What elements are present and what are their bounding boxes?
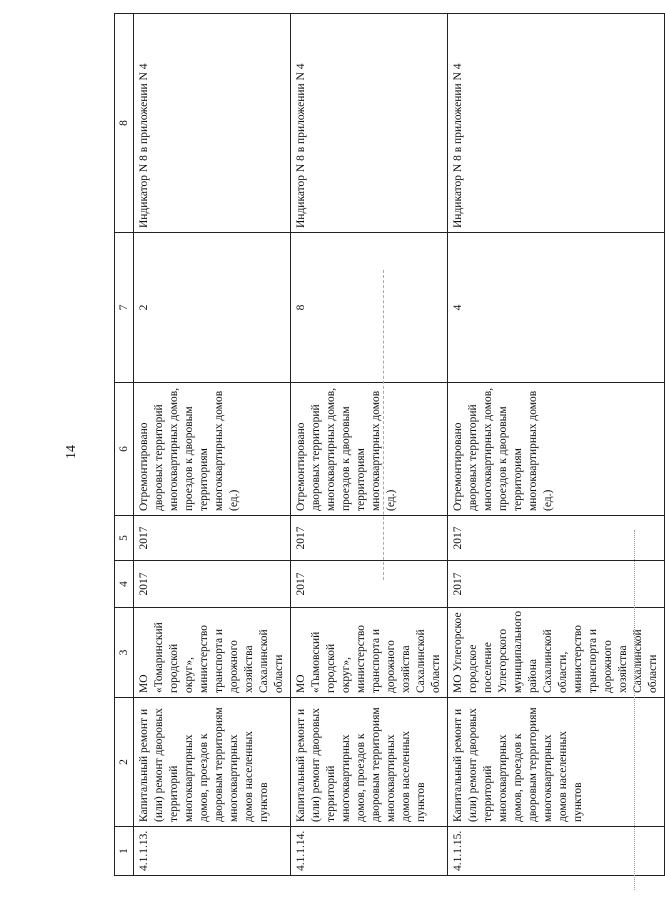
page-number: 14 [64,445,79,459]
row-number: 4.1.1.15. [448,827,665,876]
row-number: 4.1.1.13. [134,827,291,876]
end-year-cell: 2017 [291,516,448,561]
table-row [134,14,291,876]
value-cell: 8 [291,233,448,383]
start-year-cell: 2017 [134,561,291,608]
end-year-cell: 2017 [134,516,291,561]
indicator-cell: Индикатор N 8 в приложении N 4 [448,14,665,233]
col-header-3: 3 [115,608,134,698]
result-cell: Отремонтировано дворовых территорий многоквартирных домов, проездов к дворовым территориям многоквартирных домов (ед.) [291,383,448,516]
action-cell: Капитальный ремонт и (или) ремонт дворовых территорий многоквартирных домов, проездов к дворовым территориям многоквартирных домов населенных пунктов [291,698,448,827]
executor-cell: МО Углегорское городское поселение Углегорского муниципального района Сахалинской области, министерство транспорта и дорожного хозяйства Сахалинской области [448,608,665,698]
value-cell: 2 [134,233,291,383]
header-row [115,14,134,876]
start-year-cell: 2017 [448,561,665,608]
executor-cell: МО «Томаринский городской округ», министерство транспорта и дорожного хозяйства Сахалинской области [134,608,291,698]
indicator-cell: Индикатор N 8 в приложении N 4 [291,14,448,233]
action-cell: Капитальный ремонт и (или) ремонт дворовых территорий многоквартирных домов, проездов к дворовым территориям многоквартирных домов населенных пунктов [134,698,291,827]
action-cell: Капитальный ремонт и (или) ремонт дворовых территорий многоквартирных домов, проездов к дворовым территориям многоквартирных домов населенных пунктов [448,698,665,827]
end-year-cell: 2017 [448,516,665,561]
col-header-1: 1 [115,827,134,876]
rotated-table-container [114,14,659,876]
col-header-7: 7 [115,233,134,383]
scan-artifact-line [383,270,385,580]
row-number: 4.1.1.14. [291,827,448,876]
measures-table [114,13,665,876]
page-edge-mark [634,530,637,890]
col-header-6: 6 [115,383,134,516]
table-row [291,14,448,876]
executor-cell: МО «Тымовский городской округ», министерство транспорта и дорожного хозяйства Сахалинской области [291,608,448,698]
col-header-8: 8 [115,14,134,233]
result-cell: Отремонтировано дворовых территорий многоквартирных домов, проездов к дворовым территориям многоквартирных домов (ед.) [134,383,291,516]
start-year-cell: 2017 [291,561,448,608]
col-header-4: 4 [115,561,134,608]
value-cell: 4 [448,233,665,383]
table-row [448,14,665,876]
col-header-2: 2 [115,698,134,827]
result-cell: Отремонтировано дворовых территорий многоквартирных домов, проездов к дворовым территориям многоквартирных домов (ед.) [448,383,665,516]
indicator-cell: Индикатор N 8 в приложении N 4 [134,14,291,233]
col-header-5: 5 [115,516,134,561]
